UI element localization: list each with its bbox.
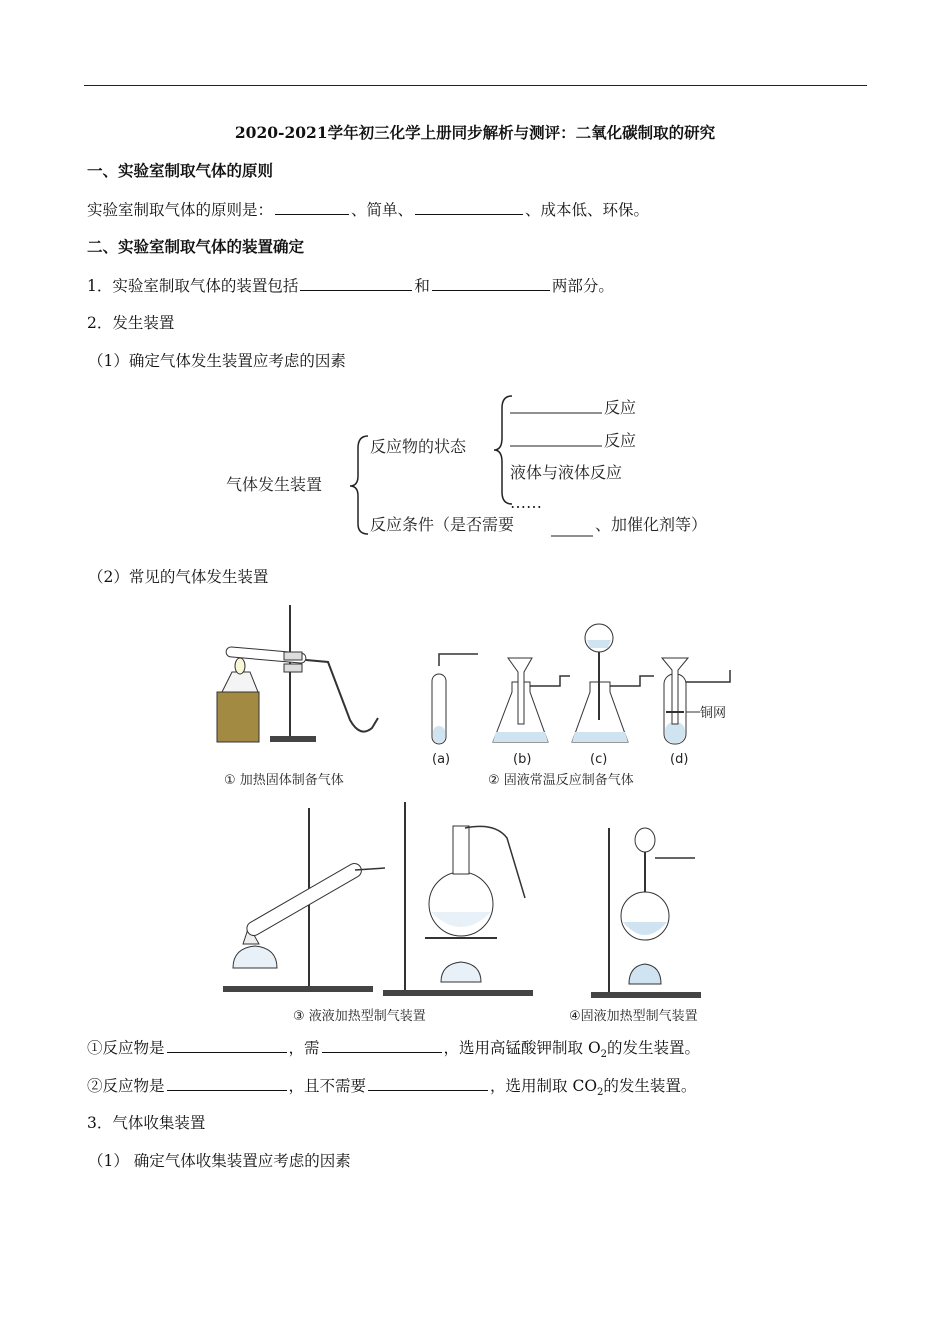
q2-sub: 2 bbox=[597, 1087, 604, 1099]
item1-before: 1．实验室制取气体的装置包括 bbox=[87, 277, 299, 295]
diagram-leaf3: 液体与液体反应 bbox=[510, 463, 623, 482]
q1-text bbox=[87, 1037, 700, 1065]
q2-before: ②反应物是 bbox=[87, 1077, 165, 1095]
section1-text bbox=[87, 199, 649, 220]
page-title: 2020-2021学年初三化学上册同步解析与测评：二氧化碳制取的研究 bbox=[234, 123, 716, 142]
caption-3: ③ 液液加热型制气装置 bbox=[293, 1009, 426, 1024]
blank-device-1[interactable] bbox=[300, 275, 412, 291]
q2-after2: 的发生装置。 bbox=[603, 1077, 697, 1095]
blank-device-2[interactable] bbox=[432, 275, 550, 291]
item3-sub1-text: （1） 确定气体收集装置应考虑的因素 bbox=[88, 1152, 351, 1170]
caption-1: ① 加热固体制备气体 bbox=[224, 773, 344, 788]
s1-before: 实验室制取气体的原则是： bbox=[87, 201, 274, 219]
q2-text bbox=[87, 1075, 696, 1103]
flask-b bbox=[493, 658, 570, 742]
item3-text: 3．气体收集装置 bbox=[87, 1114, 206, 1132]
diagram-leaf1: 反应 bbox=[604, 398, 637, 417]
section1-heading: 一、实验室制取气体的原则 bbox=[87, 161, 274, 180]
tube-d bbox=[662, 658, 730, 744]
q1-after1: ，选用高锰酸钾制取 O bbox=[443, 1039, 601, 1057]
q1-mid: ，需 bbox=[288, 1039, 320, 1057]
section2-heading: 二、实验室制取气体的装置确定 bbox=[87, 237, 305, 256]
q1-sub: 2 bbox=[600, 1049, 608, 1061]
apparatus-figure-row2 bbox=[215, 798, 735, 1028]
apparatus-figure-row1 bbox=[210, 600, 740, 792]
diagram-branch2-before: 反应条件（是否需要 bbox=[370, 515, 515, 534]
item1-text bbox=[87, 275, 614, 296]
sub1-text: （1）确定气体发生装置应考虑的因素 bbox=[88, 352, 346, 370]
q1-after2: 的发生装置。 bbox=[607, 1039, 701, 1057]
sub-brace bbox=[494, 396, 512, 504]
blank-q2-condition[interactable] bbox=[368, 1075, 488, 1091]
diagram-root: 气体发生装置 bbox=[226, 475, 323, 494]
item1-after: 两部分。 bbox=[551, 277, 614, 295]
main-brace bbox=[350, 436, 368, 534]
s1-mid: 、简单、 bbox=[351, 201, 414, 219]
diagram-leaf2: 反应 bbox=[604, 431, 637, 450]
blank-principle-1[interactable] bbox=[275, 199, 349, 215]
blank-q2-reactant[interactable] bbox=[167, 1075, 287, 1091]
label-b: (b) bbox=[513, 752, 532, 767]
item2-text: 2．发生装置 bbox=[87, 314, 175, 332]
blank-principle-2[interactable] bbox=[415, 199, 523, 215]
test-tube-a bbox=[432, 654, 478, 744]
blank-q1-condition[interactable] bbox=[322, 1037, 442, 1053]
caption-2: ② 固液常温反应制备气体 bbox=[488, 773, 634, 788]
tilted-tube-apparatus bbox=[223, 808, 385, 992]
q2-mid: ，且不需要 bbox=[288, 1077, 367, 1095]
label-c: (c) bbox=[590, 752, 608, 767]
q2-after1: ，选用制取 CO bbox=[490, 1077, 598, 1095]
diagram-branch1: 反应物的状态 bbox=[370, 437, 467, 456]
solid-heating-apparatus bbox=[217, 605, 378, 742]
label-d: (d) bbox=[670, 752, 689, 767]
generator-factors-diagram bbox=[220, 388, 760, 548]
header-rule bbox=[84, 85, 867, 86]
s1-after: 、成本低、环保。 bbox=[525, 201, 650, 219]
flask-c bbox=[572, 624, 654, 742]
caption-4: ④固液加热型制气装置 bbox=[569, 1009, 698, 1024]
solid-liquid-heating-apparatus bbox=[591, 828, 701, 998]
diagram-branch2-after: 、加催化剂等） bbox=[595, 515, 708, 534]
liquid-liquid-heating-apparatus bbox=[383, 802, 533, 996]
blank-q1-reactant[interactable] bbox=[167, 1037, 287, 1053]
q1-before: ①反应物是 bbox=[87, 1039, 165, 1057]
label-a: (a) bbox=[432, 752, 451, 767]
sub2-text: （2）常见的气体发生装置 bbox=[88, 568, 269, 586]
diagram-leaf4: …… bbox=[510, 493, 542, 512]
item1-mid: 和 bbox=[414, 277, 430, 295]
copper-mesh-label: 铜网 bbox=[700, 706, 727, 721]
